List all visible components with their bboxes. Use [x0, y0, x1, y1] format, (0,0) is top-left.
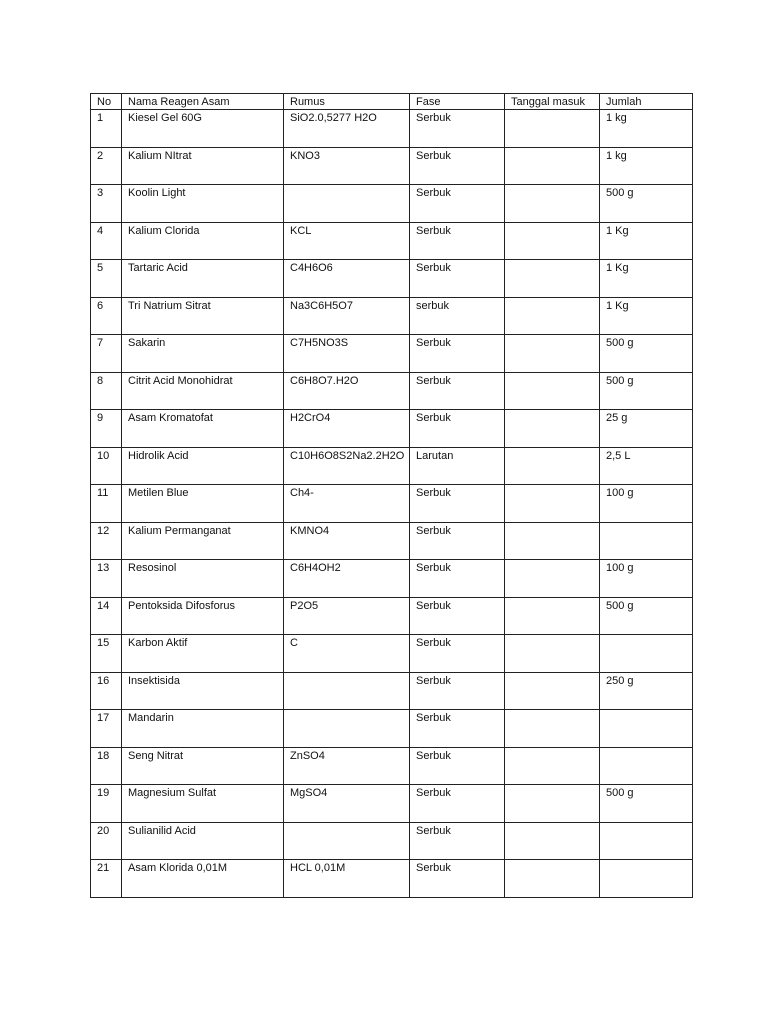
cell-tanggal-masuk: [505, 823, 600, 860]
table-row: [91, 635, 693, 673]
cell-tanggal-masuk: [505, 560, 600, 598]
cell-tanggal-masuk: [505, 185, 600, 223]
cell-tanggal-masuk: [505, 260, 600, 298]
cell-tanggal-masuk: [505, 448, 600, 485]
cell-no: 18: [91, 748, 122, 785]
table-row: [91, 298, 693, 335]
table-row: [91, 185, 693, 223]
header-fase: Fase: [410, 94, 505, 110]
cell-nama-reagen: Magnesium Sulfat: [122, 785, 284, 823]
table-row: [91, 823, 693, 860]
cell-jumlah: 500 g: [600, 373, 693, 410]
cell-tanggal-masuk: [505, 785, 600, 823]
cell-rumus: C4H6O6: [284, 260, 410, 298]
header-nama-reagen: Nama Reagen Asam: [122, 94, 284, 110]
table-row: [91, 410, 693, 448]
cell-no: 19: [91, 785, 122, 823]
cell-nama-reagen: Asam Kromatofat: [122, 410, 284, 448]
table-row: [91, 523, 693, 560]
cell-rumus: [284, 823, 410, 860]
cell-jumlah: 1 Kg: [600, 223, 693, 260]
cell-jumlah: 500 g: [600, 185, 693, 223]
header-rumus: Rumus: [284, 94, 410, 110]
cell-tanggal-masuk: [505, 410, 600, 448]
table-row: [91, 560, 693, 598]
table-row: [91, 448, 693, 485]
cell-nama-reagen: Tri Natrium Sitrat: [122, 298, 284, 335]
cell-fase: Serbuk: [410, 635, 505, 673]
cell-no: 4: [91, 223, 122, 260]
cell-jumlah: 1 kg: [600, 148, 693, 185]
cell-fase: Serbuk: [410, 185, 505, 223]
cell-fase: Serbuk: [410, 110, 505, 148]
cell-tanggal-masuk: [505, 598, 600, 635]
cell-no: 12: [91, 523, 122, 560]
table-row: [91, 335, 693, 373]
cell-rumus: C10H6O8S2Na2.2H2O: [284, 448, 410, 485]
cell-rumus: C6H4OH2: [284, 560, 410, 598]
cell-nama-reagen: Kiesel Gel 60G: [122, 110, 284, 148]
cell-no: 21: [91, 860, 122, 898]
table-row: [91, 710, 693, 748]
cell-fase: Serbuk: [410, 823, 505, 860]
table-row: [91, 485, 693, 523]
cell-jumlah: [600, 710, 693, 748]
cell-no: 20: [91, 823, 122, 860]
table-header-row: [91, 94, 693, 110]
cell-jumlah: 2,5 L: [600, 448, 693, 485]
cell-tanggal-masuk: [505, 110, 600, 148]
cell-jumlah: 100 g: [600, 560, 693, 598]
cell-nama-reagen: Karbon Aktif: [122, 635, 284, 673]
cell-rumus: MgSO4: [284, 785, 410, 823]
cell-jumlah: 500 g: [600, 785, 693, 823]
cell-jumlah: 100 g: [600, 485, 693, 523]
cell-fase: Serbuk: [410, 785, 505, 823]
cell-fase: Serbuk: [410, 673, 505, 710]
cell-fase: Serbuk: [410, 260, 505, 298]
cell-fase: serbuk: [410, 298, 505, 335]
cell-rumus: KMNO4: [284, 523, 410, 560]
cell-rumus: [284, 185, 410, 223]
cell-jumlah: 1 Kg: [600, 298, 693, 335]
cell-no: 11: [91, 485, 122, 523]
cell-nama-reagen: Insektisida: [122, 673, 284, 710]
cell-tanggal-masuk: [505, 673, 600, 710]
reagent-table: [90, 93, 693, 898]
cell-fase: Serbuk: [410, 598, 505, 635]
table-row: [91, 223, 693, 260]
cell-rumus: ZnSO4: [284, 748, 410, 785]
table-row: [91, 260, 693, 298]
table-row: [91, 598, 693, 635]
table-row: [91, 148, 693, 185]
cell-nama-reagen: Sulianilid Acid: [122, 823, 284, 860]
cell-no: 10: [91, 448, 122, 485]
cell-no: 8: [91, 373, 122, 410]
cell-nama-reagen: Pentoksida Difosforus: [122, 598, 284, 635]
cell-tanggal-masuk: [505, 373, 600, 410]
cell-fase: Serbuk: [410, 523, 505, 560]
cell-tanggal-masuk: [505, 298, 600, 335]
cell-rumus: C6H8O7.H2O: [284, 373, 410, 410]
cell-fase: Serbuk: [410, 373, 505, 410]
cell-tanggal-masuk: [505, 748, 600, 785]
cell-fase: Serbuk: [410, 335, 505, 373]
cell-no: 9: [91, 410, 122, 448]
cell-no: 2: [91, 148, 122, 185]
cell-tanggal-masuk: [505, 485, 600, 523]
cell-nama-reagen: Koolin Light: [122, 185, 284, 223]
cell-no: 17: [91, 710, 122, 748]
cell-nama-reagen: Metilen Blue: [122, 485, 284, 523]
cell-jumlah: 25 g: [600, 410, 693, 448]
cell-fase: Serbuk: [410, 710, 505, 748]
cell-rumus: P2O5: [284, 598, 410, 635]
cell-nama-reagen: Kalium Clorida: [122, 223, 284, 260]
cell-rumus: Na3C6H5O7: [284, 298, 410, 335]
cell-tanggal-masuk: [505, 710, 600, 748]
cell-tanggal-masuk: [505, 635, 600, 673]
cell-fase: Serbuk: [410, 148, 505, 185]
cell-nama-reagen: Resosinol: [122, 560, 284, 598]
cell-fase: Larutan: [410, 448, 505, 485]
cell-nama-reagen: Kalium Permanganat: [122, 523, 284, 560]
header-no: No: [91, 94, 122, 110]
cell-tanggal-masuk: [505, 860, 600, 898]
cell-rumus: Ch4-: [284, 485, 410, 523]
cell-fase: Serbuk: [410, 560, 505, 598]
cell-no: 13: [91, 560, 122, 598]
cell-jumlah: 1 Kg: [600, 260, 693, 298]
cell-tanggal-masuk: [505, 335, 600, 373]
cell-jumlah: [600, 860, 693, 898]
cell-rumus: C7H5NO3S: [284, 335, 410, 373]
cell-no: 14: [91, 598, 122, 635]
cell-rumus: H2CrO4: [284, 410, 410, 448]
cell-fase: Serbuk: [410, 860, 505, 898]
cell-fase: Serbuk: [410, 410, 505, 448]
cell-tanggal-masuk: [505, 523, 600, 560]
cell-nama-reagen: Seng Nitrat: [122, 748, 284, 785]
cell-no: 15: [91, 635, 122, 673]
cell-jumlah: [600, 748, 693, 785]
cell-rumus: [284, 710, 410, 748]
cell-rumus: KNO3: [284, 148, 410, 185]
cell-no: 5: [91, 260, 122, 298]
table-body: [91, 110, 693, 898]
cell-no: 3: [91, 185, 122, 223]
cell-nama-reagen: Hidrolik Acid: [122, 448, 284, 485]
cell-tanggal-masuk: [505, 148, 600, 185]
cell-rumus: [284, 673, 410, 710]
cell-jumlah: 250 g: [600, 673, 693, 710]
cell-nama-reagen: Tartaric Acid: [122, 260, 284, 298]
table-row: [91, 785, 693, 823]
cell-nama-reagen: Sakarin: [122, 335, 284, 373]
cell-nama-reagen: Citrit Acid Monohidrat: [122, 373, 284, 410]
table-row: [91, 673, 693, 710]
cell-jumlah: 500 g: [600, 598, 693, 635]
header-tanggal-masuk: Tanggal masuk: [505, 94, 600, 110]
cell-rumus: HCL 0,01M: [284, 860, 410, 898]
table-row: [91, 110, 693, 148]
cell-fase: Serbuk: [410, 485, 505, 523]
cell-fase: Serbuk: [410, 223, 505, 260]
cell-jumlah: [600, 523, 693, 560]
table-row: [91, 748, 693, 785]
cell-fase: Serbuk: [410, 748, 505, 785]
cell-rumus: KCL: [284, 223, 410, 260]
cell-nama-reagen: Asam Klorida 0,01M: [122, 860, 284, 898]
cell-jumlah: 500 g: [600, 335, 693, 373]
cell-nama-reagen: Kalium NItrat: [122, 148, 284, 185]
cell-rumus: SiO2.0,5277 H2O: [284, 110, 410, 148]
cell-tanggal-masuk: [505, 223, 600, 260]
cell-jumlah: [600, 823, 693, 860]
cell-no: 6: [91, 298, 122, 335]
table-row: [91, 373, 693, 410]
cell-no: 7: [91, 335, 122, 373]
cell-jumlah: 1 kg: [600, 110, 693, 148]
cell-nama-reagen: Mandarin: [122, 710, 284, 748]
cell-no: 16: [91, 673, 122, 710]
cell-jumlah: [600, 635, 693, 673]
cell-no: 1: [91, 110, 122, 148]
cell-rumus: C: [284, 635, 410, 673]
header-jumlah: Jumlah: [600, 94, 693, 110]
table-row: [91, 860, 693, 898]
